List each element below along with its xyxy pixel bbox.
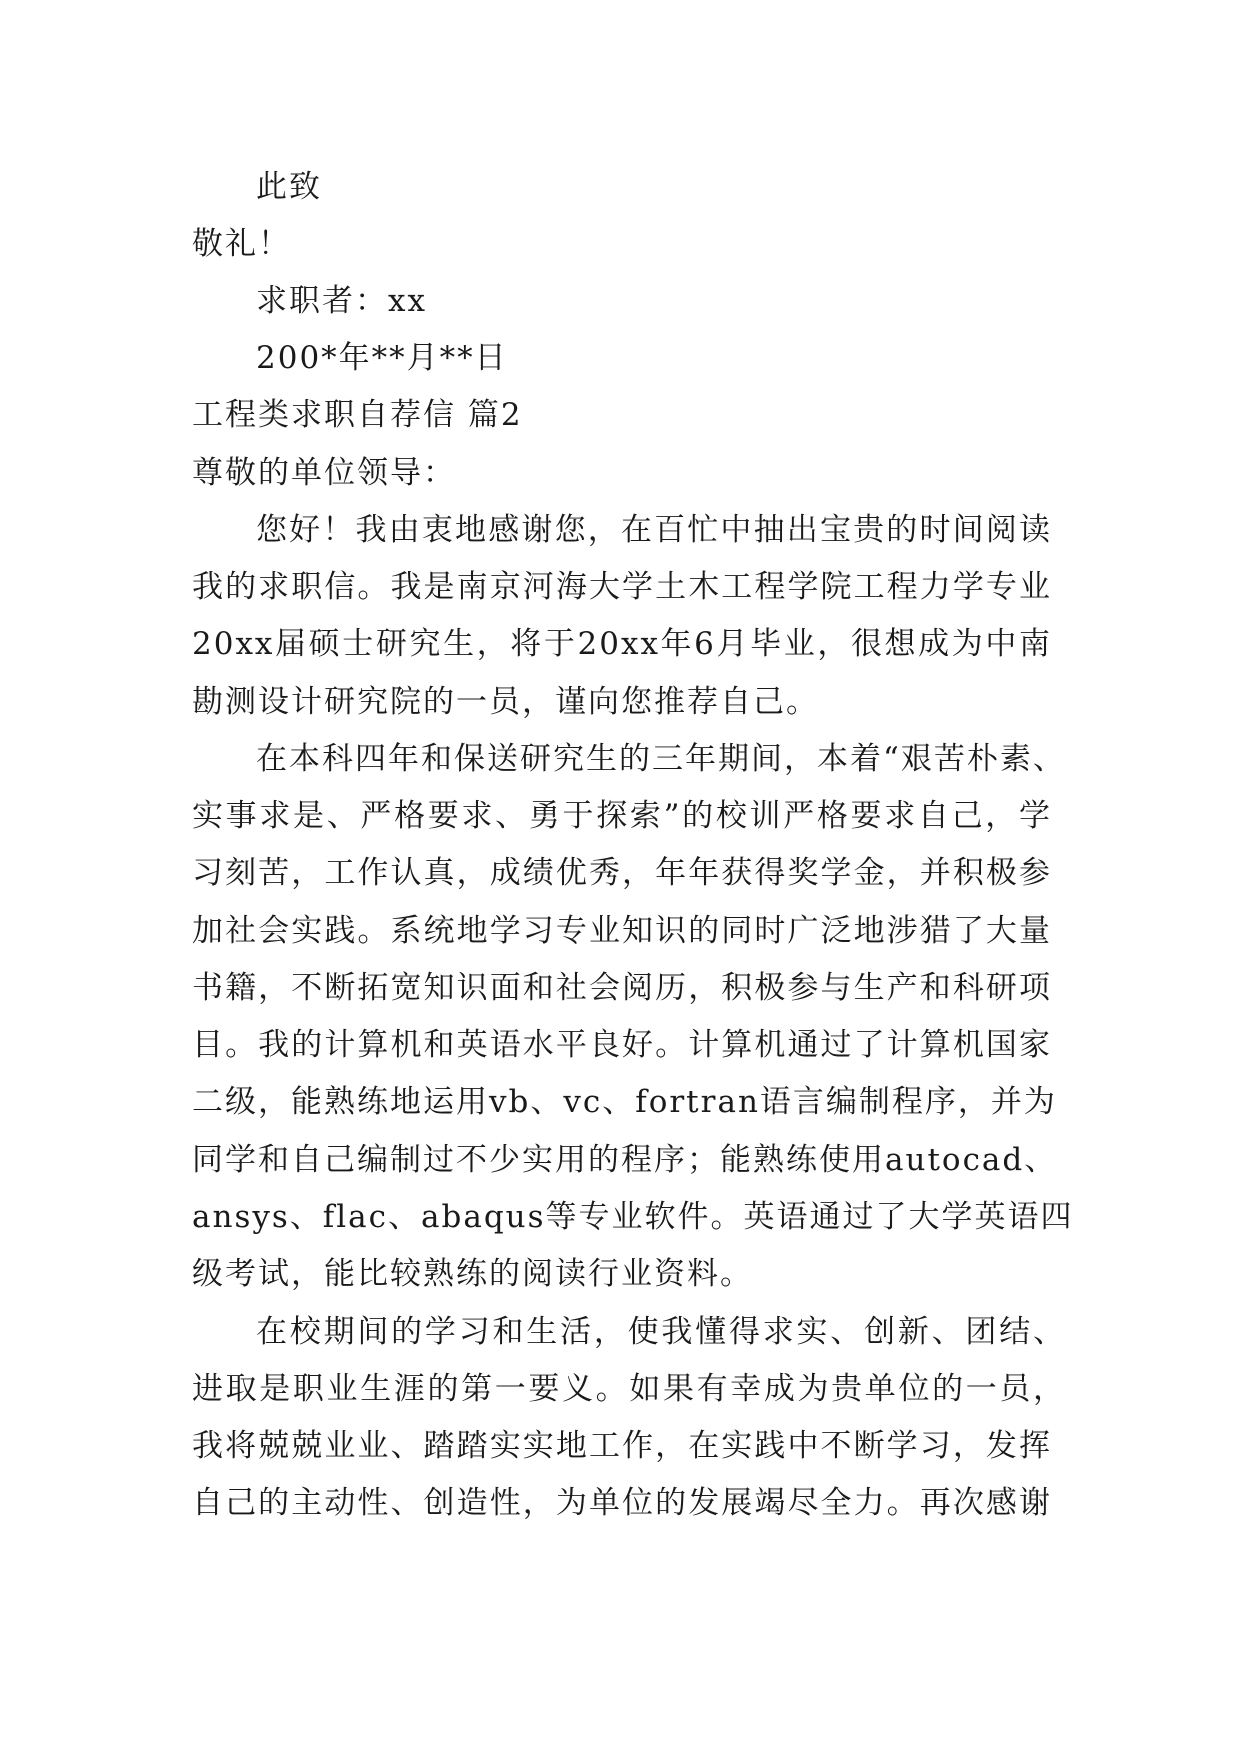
- letter-date: 200*年**月**日: [256, 340, 508, 376]
- paragraph-2-line-5: 书籍，不断拓宽知识面和社会阅历，积极参与生产和科研项: [192, 970, 1052, 1006]
- paragraph-2-line-1: 在本科四年和保送研究生的三年期间，本着“艰苦朴素、: [256, 741, 1066, 777]
- section-title: 工程类求职自荐信 篇2: [192, 397, 523, 433]
- applicant-signature: 求职者：xx: [256, 283, 427, 319]
- paragraph-2-line-8: 同学和自己编制过不少实用的程序；能熟练使用autocad、: [192, 1142, 1058, 1178]
- paragraph-1-line-2: 我的求职信。我是南京河海大学土木工程学院工程力学专业: [192, 569, 1052, 605]
- paragraph-2-line-7: 二级，能熟练地运用vb、vc、fortran语言编制程序，并为: [192, 1084, 1057, 1120]
- letter-greeting: 尊敬的单位领导：: [192, 455, 456, 491]
- paragraph-2-line-3: 习刻苦，工作认真，成绩优秀，年年获得奖学金，并积极参: [192, 855, 1052, 891]
- paragraph-2-line-9: ansys、flac、abaqus等专业软件。英语通过了大学英语四: [192, 1199, 1074, 1235]
- paragraph-3-line-1: 在校期间的学习和生活，使我懂得求实、创新、团结、: [256, 1314, 1066, 1350]
- closing-salutation: 此致: [256, 169, 322, 205]
- paragraph-3-line-3: 我将兢兢业业、踏踏实实地工作，在实践中不断学习，发挥: [192, 1428, 1052, 1464]
- closing-regards: 敬礼！: [192, 226, 291, 262]
- paragraph-1-line-3: 20xx届硕士研究生，将于20xx年6月毕业，很想成为中南: [192, 626, 1052, 662]
- paragraph-2-line-10: 级考试，能比较熟练的阅读行业资料。: [192, 1256, 753, 1292]
- paragraph-1-line-1: 您好！我由衷地感谢您，在百忙中抽出宝贵的时间阅读: [256, 512, 1052, 548]
- paragraph-2-line-6: 目。我的计算机和英语水平良好。计算机通过了计算机国家: [192, 1027, 1052, 1063]
- paragraph-3-line-2: 进取是职业生涯的第一要义。如果有幸成为贵单位的一员，: [192, 1371, 1066, 1407]
- paragraph-2-line-2: 实事求是、严格要求、勇于探索”的校训严格要求自己，学: [192, 798, 1052, 834]
- paragraph-3-line-4: 自己的主动性、创造性，为单位的发展竭尽全力。再次感谢: [192, 1485, 1052, 1521]
- paragraph-1-line-4: 勘测设计研究院的一员，谨向您推荐自己。: [192, 684, 819, 720]
- paragraph-2-line-4: 加社会实践。系统地学习专业知识的同时广泛地涉猎了大量: [192, 913, 1052, 949]
